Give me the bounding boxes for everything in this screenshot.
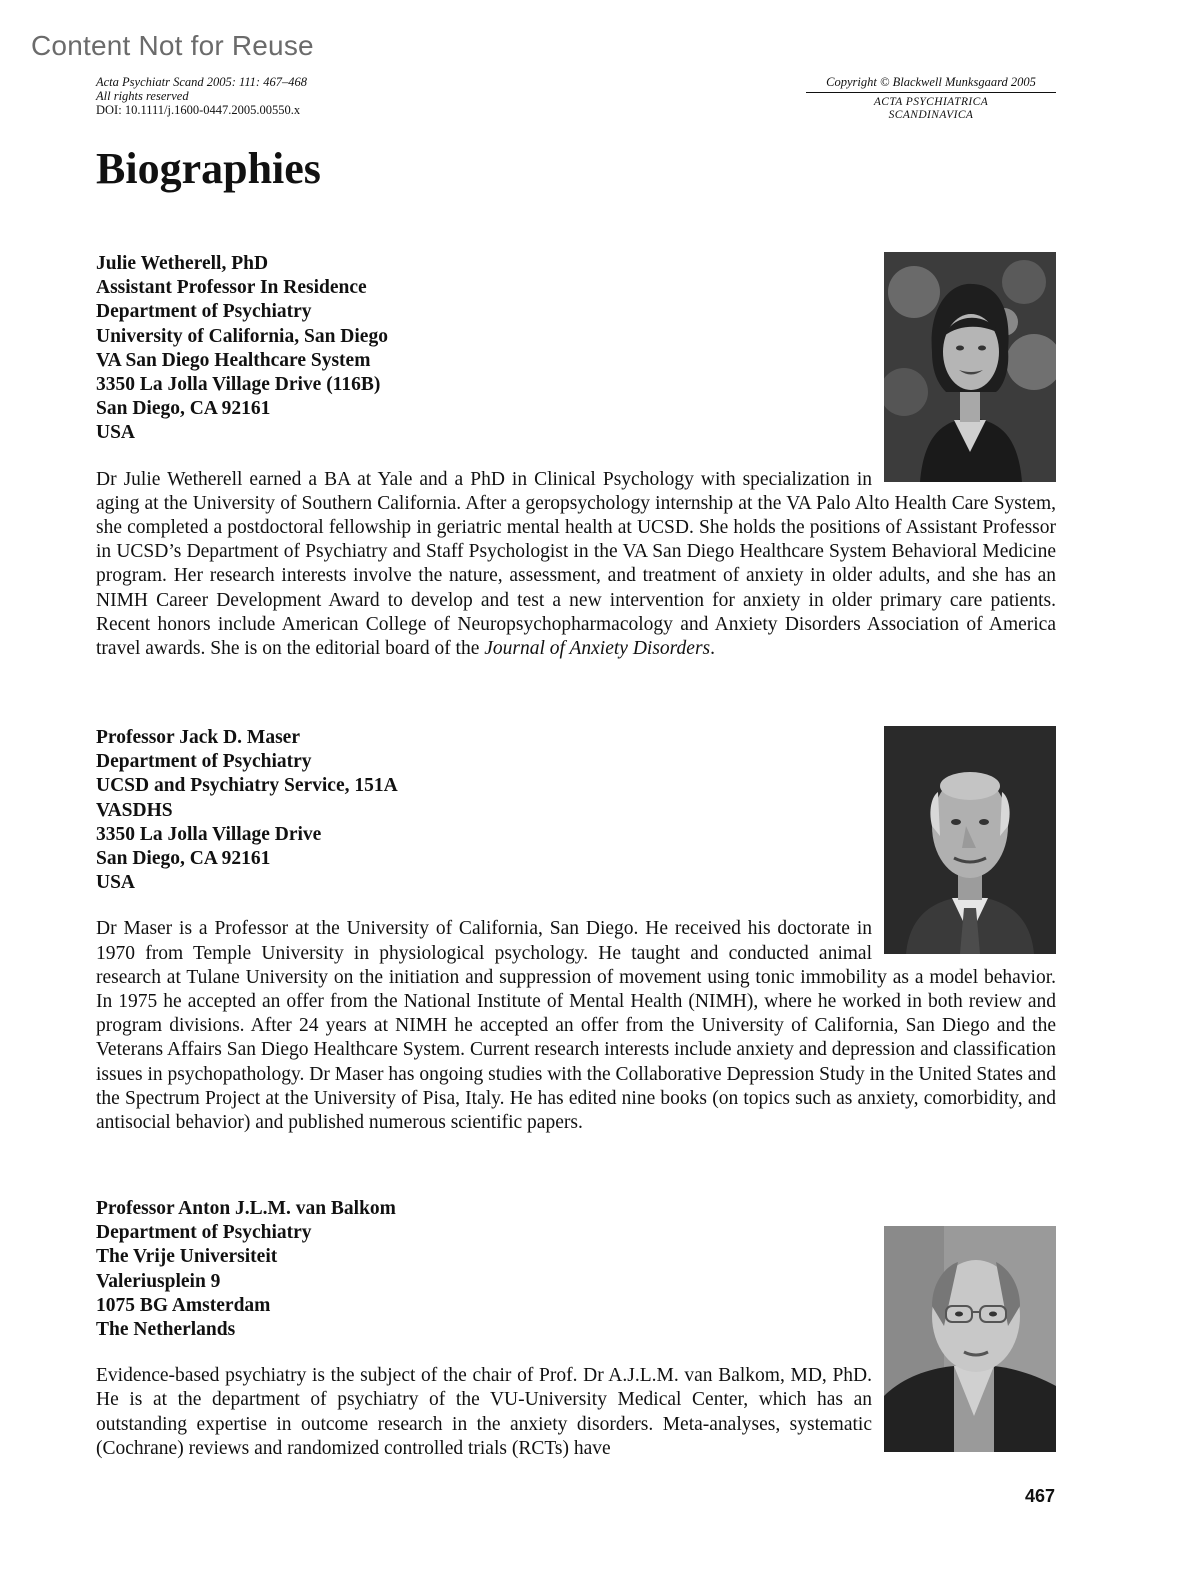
copyright-line: Copyright © Blackwell Munksgaard 2005 bbox=[806, 75, 1056, 93]
address-line: 1075 BG Amsterdam bbox=[96, 1294, 271, 1316]
portrait-photo bbox=[884, 1226, 1056, 1452]
bio-van-balkom bbox=[96, 1197, 1056, 1461]
watermark: Content Not for Reuse bbox=[31, 30, 314, 61]
address-line: 3350 La Jolla Village Drive (116B) bbox=[96, 374, 381, 396]
page-title: Biographies bbox=[96, 144, 321, 193]
journal-name-line2: SCANDINAVICA bbox=[888, 109, 974, 121]
journal-citation-header bbox=[96, 75, 307, 117]
biography-text bbox=[96, 468, 1056, 662]
address-line: Department of Psychiatry bbox=[96, 301, 312, 323]
address-line: USA bbox=[96, 422, 136, 444]
address-line: San Diego, CA 92161 bbox=[96, 398, 271, 420]
rights-notice: All rights reserved bbox=[96, 89, 189, 103]
biography-body: Evidence-based psychiatry is the subject of the chair of Prof. Dr A.J.L.M. van Balkom, MD, PhD. He is at the department of psychiatry of the VU-University Medical Center, which has an outstanding expertise in outcome research in the anxiety disorders. Meta-analyses, systematic (Cochrane) reviews and randomized controlled trials (RCTs) have bbox=[96, 1365, 872, 1459]
address-line: Valeriusplein 9 bbox=[96, 1270, 221, 1292]
doi: DOI: 10.1111/j.1600-0447.2005.00550.x bbox=[96, 103, 301, 117]
journal-reference: Journal of Anxiety Disorders bbox=[484, 638, 711, 660]
page-number: 467 bbox=[1025, 1486, 1056, 1506]
journal-name-line1: ACTA PSYCHIATRICA bbox=[873, 96, 989, 108]
author-name: Julie Wetherell, PhD bbox=[96, 253, 269, 274]
journal-name bbox=[806, 96, 1056, 122]
address-line: The Vrije Universiteit bbox=[96, 1246, 278, 1268]
author-name: Professor Anton J.L.M. van Balkom bbox=[96, 1198, 396, 1219]
author-name: Professor Jack D. Maser bbox=[96, 727, 300, 748]
address-line: San Diego, CA 92161 bbox=[96, 848, 271, 870]
address-line: Assistant Professor In Residence bbox=[96, 277, 367, 299]
address-line: VASDHS bbox=[96, 799, 173, 821]
portrait-photo bbox=[884, 726, 1056, 954]
address-line: USA bbox=[96, 872, 136, 894]
biography-body: Dr Julie Wetherell earned a BA at Yale and a PhD in Clinical Psychology with specialization in aging at the University of Southern California. After a geropsychology internship at the VA Palo Alto Health Care System, she completed a postdoctoral fellowship in geriatric mental health at UCSD. She holds the positions of Assistant Professor in UCSD’s Department of Psychiatry and Staff Psychologist in the VA San Diego Healthcare System Behavioral Medicine program. Her research interests involve the nature, assessment, and treatment of anxiety in older adults, and she has an NIMH Career Development Award to develop and test a new intervention for anxiety in older primary care patients. Recent honors include American College of Neuropsychopharmacology and Anxiety Disorders Association of America travel awards. She is on the editorial board of the bbox=[96, 468, 1056, 660]
address-line: Department of Psychiatry bbox=[96, 1222, 312, 1244]
citation: Acta Psychiatr Scand 2005: 111: 467–468 bbox=[96, 75, 307, 89]
address-line: 3350 La Jolla Village Drive bbox=[96, 823, 322, 845]
biography-end: . bbox=[710, 638, 715, 660]
copyright-header bbox=[806, 75, 1056, 122]
address-line: VA San Diego Healthcare System bbox=[96, 349, 371, 371]
bio-maser bbox=[96, 726, 1056, 1135]
bio-wetherell bbox=[96, 252, 1056, 661]
portrait-photo bbox=[884, 252, 1056, 482]
address-line: Department of Psychiatry bbox=[96, 751, 312, 773]
address-line: UCSD and Psychiatry Service, 151A bbox=[96, 775, 398, 797]
address-line: University of California, San Diego bbox=[96, 325, 388, 347]
address-line: The Netherlands bbox=[96, 1319, 236, 1341]
biography-body: Dr Maser is a Professor at the University of California, San Diego. He received his doctorate in 1970 from Temple University in physiological psychology. He taught and conducted animal research at Tulane University on the initiation and suppression of movement using tonic immobility as a model behavior. In 1975 he accepted an offer from the National Institute of Mental Health (NIMH), where he worked in both review and program divisions. After 24 years at NIMH he accepted an offer from the University of California, San Diego and the Veterans Affairs San Diego Healthcare System. Current research interests include anxiety and depression and classification issues in psychopathology. Dr Maser has ongoing studies with the Collaborative Depression Study in the United States and the Spectrum Project at the University of Pisa, Italy. He has edited nine books (on topics such as anxiety, comorbidity, and antisocial behavior) and published numerous scientific papers. bbox=[96, 918, 1056, 1134]
